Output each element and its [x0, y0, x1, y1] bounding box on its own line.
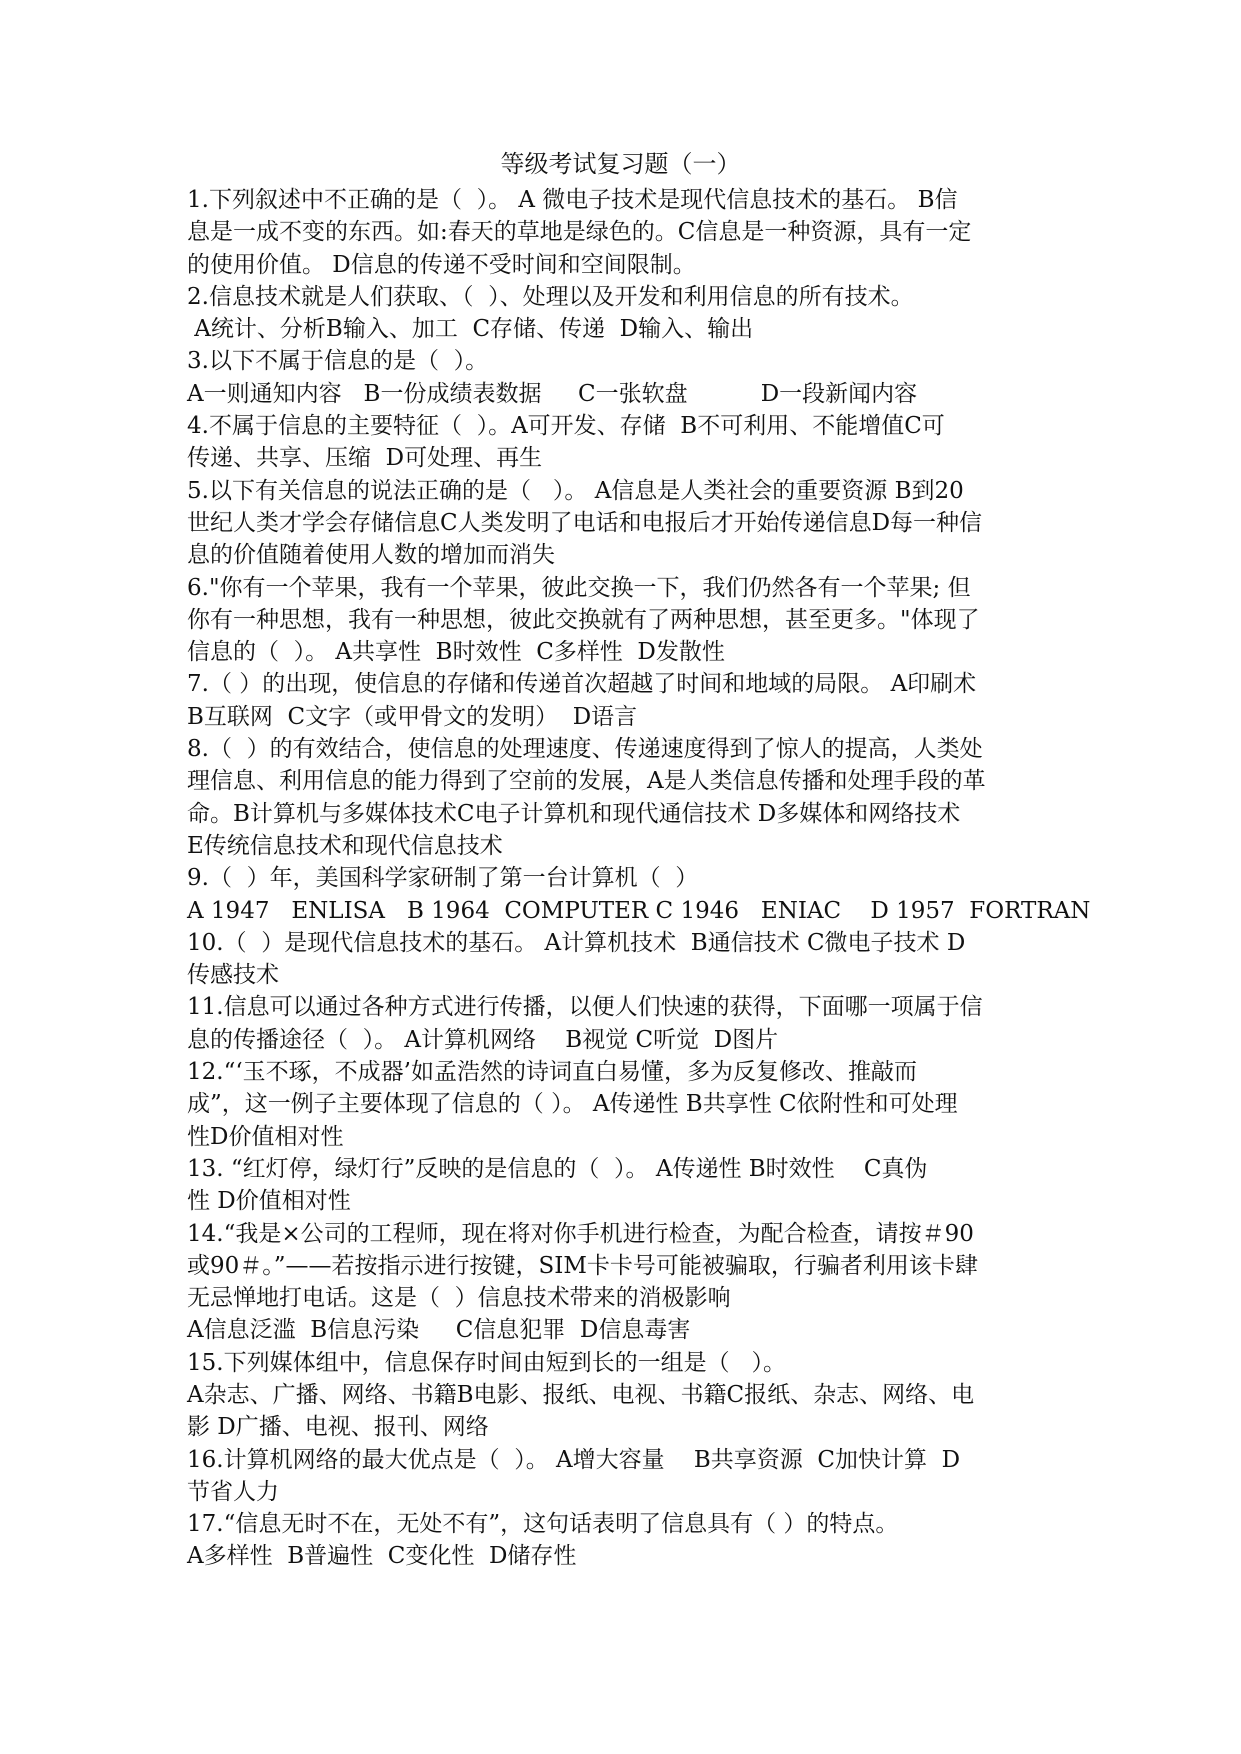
- text-line: 成”，这一例子主要体现了信息的（ ）。 A传递性 B共享性 C依附性和可处理: [187, 1091, 958, 1118]
- text-line: 17.“信息无时不在，无处不有”，这句话表明了信息具有（ ）的特点。: [187, 1511, 899, 1538]
- text-line: B互联网 C文字（或甲骨文的发明） D语言: [187, 703, 638, 730]
- text-line: 3.以下不属于信息的是（ ）。: [187, 348, 489, 375]
- text-line: A一则通知内容 B一份成绩表数据 C一张软盘 D一段新闻内容: [187, 380, 918, 407]
- text-line: 传感技术: [187, 962, 279, 989]
- text-line: 命。B计算机与多媒体技术C电子计算机和现代通信技术 D多媒体和网络技术: [187, 800, 961, 827]
- text-line: 息的价值随着使用人数的增加而消失: [187, 542, 555, 569]
- text-line: 11.信息可以通过各种方式进行传播，以便人们快速的获得，下面哪一项属于信: [187, 994, 983, 1021]
- text-line: 节省人力: [187, 1478, 279, 1505]
- text-line: A统计、分析B输入、加工 C存储、传递 D输入、输出: [187, 316, 754, 343]
- text-line: 10.（ ）是现代信息技术的基石。 A计算机技术 B通信技术 C微电子技术 D: [187, 929, 966, 956]
- text-line: 息的传播途径（ ）。 A计算机网络 B视觉 C听觉 D图片: [187, 1026, 779, 1053]
- text-line: 影 D广播、电视、报刊、网络: [187, 1414, 489, 1441]
- text-line: 7.（ ）的出现，使信息的存储和传递首次超越了时间和地域的局限。 A印刷术: [187, 671, 977, 698]
- text-line: 你有一种思想，我有一种思想，彼此交换就有了两种思想，甚至更多。"体现了: [187, 606, 980, 633]
- text-line: 无忌惮地打电话。这是（ ）信息技术带来的消极影响: [187, 1285, 731, 1312]
- text-line: 世纪人类才学会存储信息C人类发明了电话和电报后才开始传递信息D每一种信: [187, 509, 983, 536]
- text-line: 的使用价值。 D信息的传递不受时间和空间限制。: [187, 251, 696, 278]
- text-line: 或90＃。”——若按指示进行按键，SIM卡卡号可能被骗取，行骗者利用该卡肆: [187, 1252, 978, 1279]
- text-line: 2.信息技术就是人们获取、（ ）、处理以及开发和利用信息的所有技术。: [187, 283, 914, 310]
- text-line: 信息的（ ）。 A共享性 B时效性 C多样性 D发散性: [187, 639, 725, 666]
- document-title: 等级考试复习题（一）: [500, 150, 741, 178]
- text-line: 性D价值相对性: [187, 1123, 344, 1150]
- text-line: E传统信息技术和现代信息技术: [187, 832, 503, 859]
- text-line: 息是一成不变的东西。如:春天的草地是绿色的。C信息是一种资源，具有一定: [187, 219, 972, 246]
- text-line: 15.下列媒体组中，信息保存时间由短到长的一组是（ ）。: [187, 1349, 787, 1376]
- text-line: 6."你有一个苹果，我有一个苹果，彼此交换一下，我们仍然各有一个苹果; 但: [187, 574, 971, 601]
- text-line: 传递、共享、压缩 D可处理、再生: [187, 445, 543, 472]
- text-line: 14.“我是×公司的工程师，现在将对你手机进行检查，为配合检查，请按＃90: [187, 1220, 974, 1247]
- text-line: 13. “红灯停，绿灯行”反映的是信息的（ ）。 A传递性 B时效性 C真伪: [187, 1155, 928, 1182]
- text-line: A 1947 ENLISA B 1964 COMPUTER C 1946 ENIAC D 1957 FORTRAN: [187, 897, 1091, 924]
- text-line: 4.不属于信息的主要特征（ ）。A可开发、存储 B不可利用、不能增值C可: [187, 413, 945, 440]
- text-line: 性 D价值相对性: [187, 1188, 351, 1215]
- text-line: 9.（ ）年，美国科学家研制了第一台计算机（ ）: [187, 865, 699, 892]
- document-body: [187, 184, 1091, 1573]
- text-line: A杂志、广播、网络、书籍B电影、报纸、电视、书籍C报纸、杂志、网络、电: [187, 1381, 975, 1408]
- text-line: 12.“‘玉不琢，不成器’如孟浩然的诗词直白易懂，多为反复修改、推敲而: [187, 1059, 917, 1086]
- text-line: A信息泛滥 B信息污染 C信息犯罪 D信息毒害: [187, 1317, 691, 1344]
- text-line: 16.计算机网络的最大优点是（ ）。 A增大容量 B共享资源 C加快计算 D: [187, 1446, 961, 1473]
- text-line: 理信息、利用信息的能力得到了空前的发展，A是人类信息传播和处理手段的革: [187, 768, 986, 795]
- text-line: 5.以下有关信息的说法正确的是（ ）。 A信息是人类社会的重要资源 B到20: [187, 477, 964, 504]
- text-line: 8.（ ）的有效结合，使信息的处理速度、传递速度得到了惊人的提高，人类处: [187, 736, 983, 763]
- text-line: 1.下列叙述中不正确的是（ ）。 A 微电子技术是现代信息技术的基石。 B信: [187, 187, 958, 213]
- text-line: A多样性 B普遍性 C变化性 D储存性: [187, 1543, 577, 1570]
